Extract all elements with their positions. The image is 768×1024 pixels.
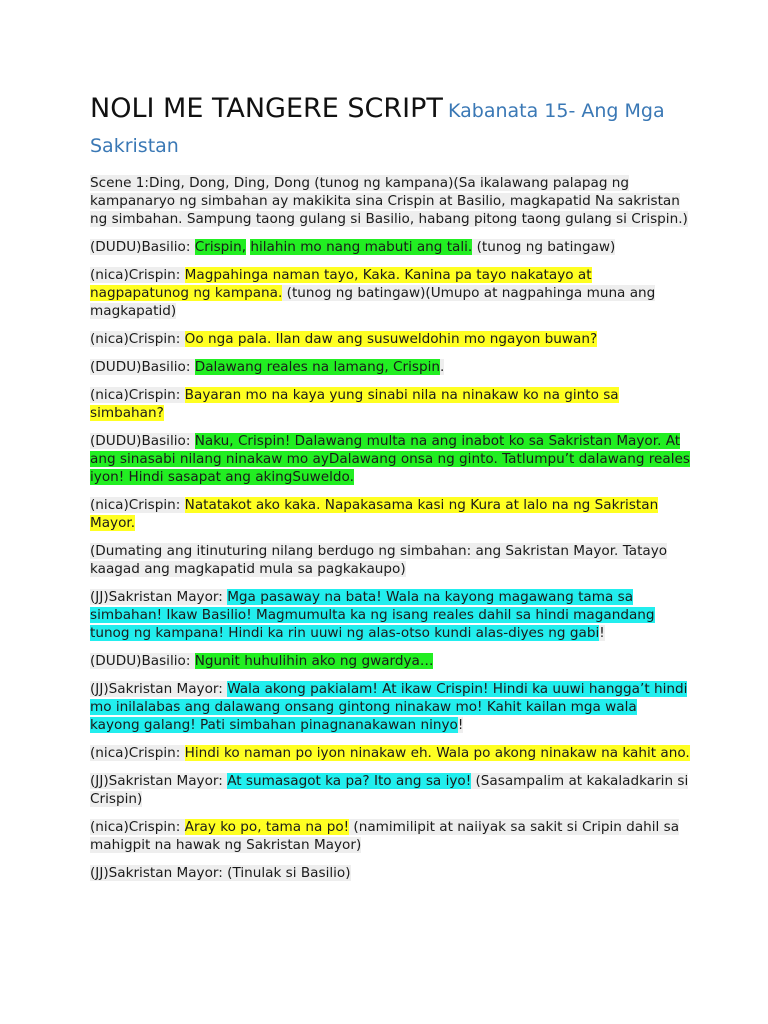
text-segment-cyan: Mga pasaway na bata! Wala na kayong magawang tama sa simbahan! Ikaw Basilio! Magmumulta ka ng isang reales dahil sa hindi magandang tunog ng kampana! Hindi ka rin uuwi ng alas-otso kundi alas-diyes ng gabi: [90, 589, 655, 641]
text-segment-gray: (tunog ng batingaw): [472, 239, 616, 255]
text-segment-gray: !: [457, 717, 464, 733]
script-paragraph: [90, 266, 690, 320]
text-segment-gray: (nica)Crispin:: [90, 497, 185, 513]
text-segment-gray: (nica)Crispin:: [90, 819, 185, 835]
text-segment-yellow: Hindi ko naman po iyon ninakaw eh. Wala po akong ninakaw na kahit ano.: [184, 745, 690, 761]
text-segment-cyan: Wala akong pakialam! At ikaw Crispin! Hindi ka uuwi hangga’t hindi mo inilalabas ang dalawang onsang gintong ninakaw mo! Kahit kailan mga wala kayong galang! Pati simbahan pinagnanakawan ninyo: [90, 681, 688, 733]
script-paragraph: [90, 542, 690, 578]
document-page: [90, 92, 690, 892]
text-segment-gray: (DUDU)Basilio:: [90, 239, 195, 255]
text-segment-yellow: Bayaran mo na kaya yung sinabi nila na ninakaw ko na ginto sa simbahan?: [90, 387, 619, 421]
text-segment-yellow: Aray ko po, tama na po!: [184, 819, 350, 835]
title-block: [90, 92, 690, 164]
text-segment-gray: (DUDU)Basilio:: [90, 653, 195, 669]
text-segment-gray: (namimilipit at naiiyak sa sakit si Cripin dahil sa mahigpit na hawak ng Sakristan Mayor): [90, 819, 680, 853]
text-segment-yellow: Magpahinga naman tayo, Kaka. Kanina pa tayo nakatayo at nagpapatunog ng kampana.: [90, 267, 592, 301]
script-paragraph: [90, 330, 690, 348]
text-segment-gray: Scene 1:Ding, Dong, Ding, Dong (tunog ng kampana)(Sa ikalawang palapag ng kampanaryo ng simbahan ay makikita sina Crispin at Basilio, magkapatid Na sakristan ng simbahan. Sampung taong gulang si Basilio, habang pitong taong gulang si Crispin.): [90, 175, 688, 227]
text-segment-green: hilahin mo nang mabuti ang tali.: [250, 239, 473, 255]
text-segment-gray: !: [599, 625, 605, 641]
script-paragraph: [90, 432, 690, 486]
script-paragraph: [90, 174, 690, 228]
text-segment-gray: (DUDU)Basilio:: [90, 359, 195, 375]
script-paragraph: [90, 238, 690, 256]
text-segment-gray: (nica)Crispin:: [90, 267, 185, 283]
text-segment-gray: (Sasampalim at kakaladkarin si Crispin): [90, 773, 689, 807]
script-paragraph: [90, 588, 690, 642]
script-paragraph: [90, 358, 690, 376]
document-title: NOLI ME TANGERE SCRIPT: [90, 93, 443, 124]
text-segment-gray: (Dumating ang itinuturing nilang berdugo ng simbahan: ang Sakristan Mayor. Tatayo kaagad ang magkapatid mula sa pagkakaupo): [90, 543, 668, 577]
text-segment-gray: .: [439, 359, 445, 375]
text-segment-gray: (JJ)Sakristan Mayor:: [90, 681, 228, 697]
text-segment-yellow: Natatakot ako kaka. Napakasama kasi ng Kura at lalo na ng Sakristan Mayor.: [90, 497, 659, 531]
text-segment-gray: (JJ)Sakristan Mayor: (Tinulak si Basilio): [90, 865, 351, 881]
text-segment-gray: (nica)Crispin:: [90, 331, 185, 347]
text-segment-yellow: Oo nga pala. Ilan daw ang susuweldohin mo ngayon buwan?: [184, 331, 598, 347]
script-paragraph: [90, 386, 690, 422]
text-segment-gray: (nica)Crispin:: [90, 387, 185, 403]
script-paragraph: [90, 680, 690, 734]
text-segment-gray: (JJ)Sakristan Mayor:: [90, 589, 228, 605]
script-paragraph: [90, 818, 690, 854]
text-segment-green: Ngunit huhulihin ako ng gwardya…: [194, 653, 434, 669]
text-segment-cyan: At sumasagot ka pa? Ito ang sa iyo!: [227, 773, 472, 789]
text-segment-gray: (tunog ng batingaw)(Umupo at nagpahinga muna ang magkapatid): [90, 285, 656, 319]
text-segment-gray: (nica)Crispin:: [90, 745, 185, 761]
script-paragraph: [90, 496, 690, 532]
document-subtitle: Kabanata 15- Ang Mga Sakristan: [90, 100, 665, 157]
script-paragraph: [90, 772, 690, 808]
text-segment-green: Dalawang reales na lamang, Crispin: [194, 359, 440, 375]
text-segment-gray: (DUDU)Basilio:: [90, 433, 195, 449]
text-segment-green: Naku, Crispin! Dalawang multa na ang inabot ko sa Sakristan Mayor. At ang sinasabi nilang ninakaw mo ayDalawang onsa ng ginto. Tatlumpu’t dalawang reales iyon! Hindi sasapat ang akingSuweldo.: [90, 433, 690, 485]
text-segment-green: Crispin,: [194, 239, 247, 255]
script-paragraph: [90, 744, 690, 762]
script-body: [90, 174, 690, 882]
script-paragraph: [90, 652, 690, 670]
script-paragraph: [90, 864, 690, 882]
text-segment-gray: (JJ)Sakristan Mayor:: [90, 773, 228, 789]
